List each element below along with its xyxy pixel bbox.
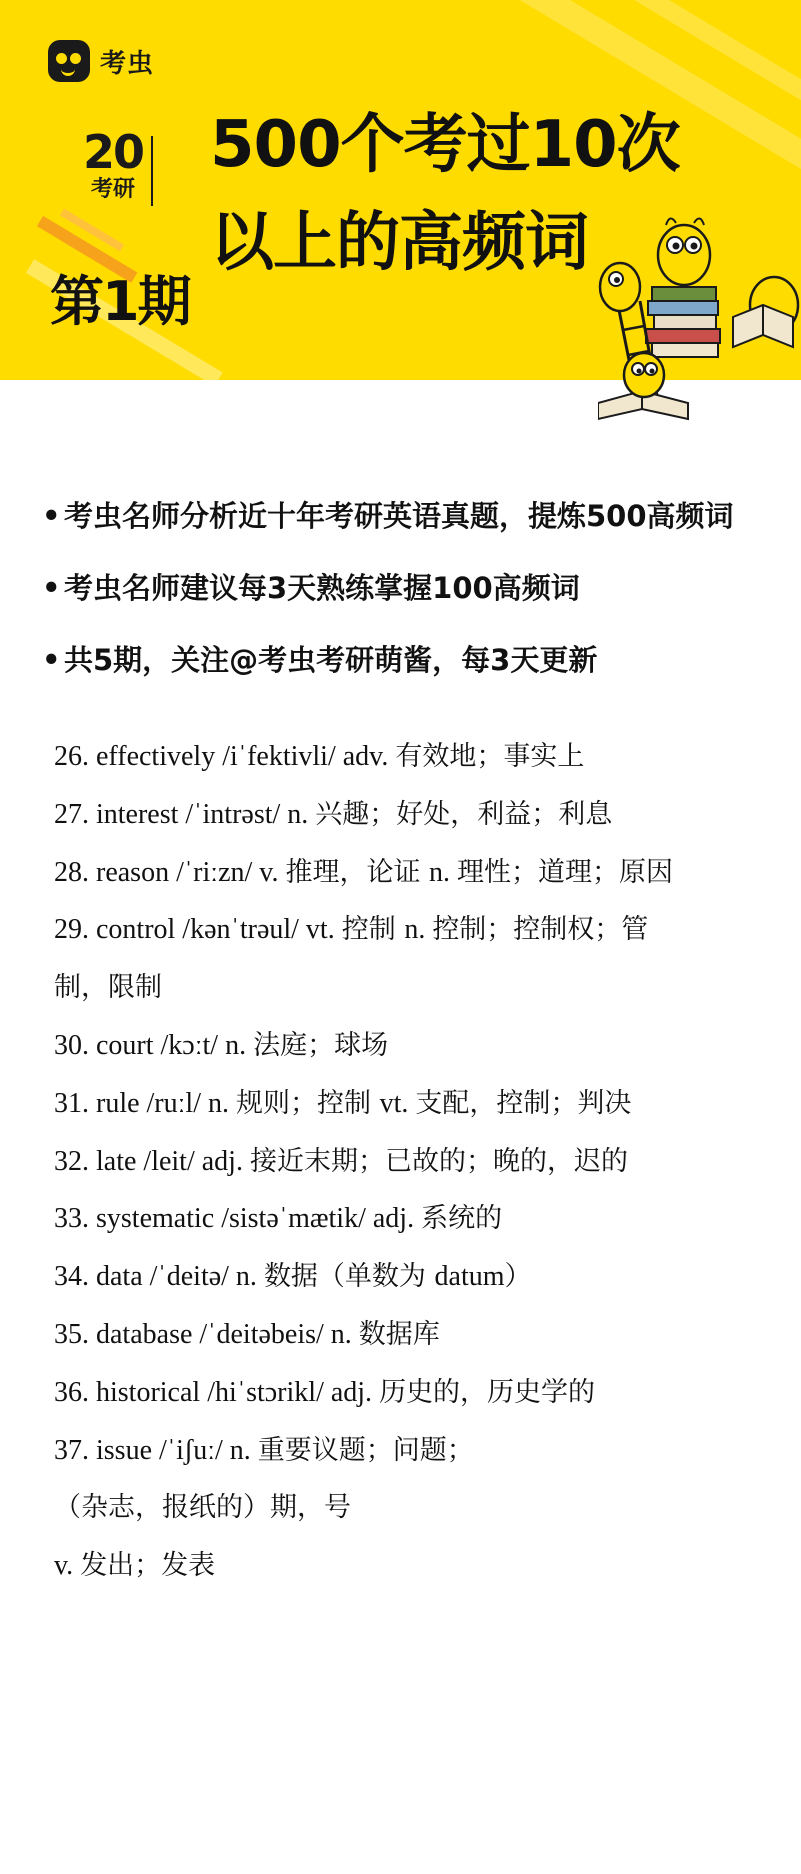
word-chinese-text: （杂志，报纸的）期，号: [54, 1492, 351, 1524]
word-entry-line: [54, 1306, 774, 1364]
word-list: [54, 728, 774, 1595]
word-english-text: vt.: [379, 1087, 416, 1119]
word-english-text: 37. issue /ˈiʃuː/ n.: [54, 1434, 258, 1466]
word-english-text: datum: [434, 1261, 505, 1293]
word-chinese-text: 兴趣；好处，利益；利息: [315, 798, 613, 830]
word-entry-line: [54, 1537, 774, 1595]
word-entry-line: [54, 1190, 774, 1248]
word-entry-line: [54, 1075, 774, 1133]
word-entry-line: [54, 844, 774, 902]
intro-bullet: • 考虫名师建议每3天熟练掌握100高频词: [42, 571, 580, 605]
word-chinese-text: 法庭；球场: [253, 1029, 389, 1061]
word-chinese-text: 系统的: [421, 1203, 503, 1235]
intro-bullet: • 考虫名师分析近十年考研英语真题，提炼500高频词: [42, 499, 734, 533]
mascot-illustration: [598, 205, 801, 430]
word-entry-line: [54, 959, 774, 1017]
word-entry-line: [54, 728, 774, 786]
word-entry-line: [54, 1364, 774, 1422]
word-english-text: v.: [54, 1550, 81, 1582]
word-entry-line: [54, 786, 774, 844]
word-chinese-text: 控制；控制权；管: [432, 914, 649, 946]
word-english-text: 33. systematic /sistəˈmætik/ adj.: [54, 1203, 422, 1235]
word-english-text: 36. historical /hiˈstɔrikl/ adj.: [54, 1376, 380, 1408]
word-chinese-text: 重要议题；问题；: [257, 1434, 474, 1466]
title-line-1: 500个考过10次: [210, 108, 680, 182]
word-entry-line: [54, 1017, 774, 1075]
word-english-text: 35. database /ˈdeitəbeis/ n.: [54, 1318, 359, 1350]
word-chinese-text: 接近末期；已故的；晚的，迟的: [249, 1145, 628, 1177]
word-english-text: 34. data /ˈdeitə/ n.: [54, 1261, 264, 1293]
word-chinese-text: 规则；控制: [235, 1087, 380, 1119]
word-entry-line: [54, 901, 774, 959]
word-entry-line: [54, 1133, 774, 1191]
word-chinese-text: 历史的，历史学的: [379, 1376, 596, 1408]
word-english-text: n.: [404, 914, 433, 946]
word-chinese-text: 支配，控制；判决: [415, 1087, 632, 1119]
word-chinese-text: 制，限制: [54, 972, 162, 1004]
badge-year: 20: [82, 125, 143, 179]
word-english-text: 29. control /kənˈtrəul/ vt.: [54, 914, 342, 946]
word-english-text: 26. effectively /iˈfektivli/ adv.: [54, 741, 396, 772]
word-chinese-text: 数据（单数为: [263, 1261, 435, 1293]
word-english-text: 31. rule /ruːl/ n.: [54, 1087, 236, 1119]
badge-divider: [151, 136, 153, 206]
word-chinese-text: 发出；发表: [80, 1550, 216, 1582]
word-entry-line: [54, 1248, 774, 1306]
brand-logo: [48, 40, 154, 82]
word-english-text: n.: [429, 856, 458, 888]
word-chinese-text: ）: [504, 1261, 532, 1293]
word-chinese-text: 有效地；事实上: [395, 741, 585, 772]
word-chinese-text: 理性；道理；原因: [457, 856, 674, 888]
word-chinese-text: 数据库: [358, 1318, 440, 1350]
word-entry-line: [54, 1422, 774, 1480]
word-english-text: 32. late /leit/ adj.: [54, 1145, 250, 1177]
year-badge: [82, 125, 144, 204]
badge-label: 考研: [90, 177, 135, 202]
issue-label: 第1期: [50, 270, 190, 333]
intro-bullets: [42, 480, 782, 696]
intro-bullet: • 共5期，关注@考虫考研萌酱，每3天更新: [42, 643, 598, 677]
word-entry-line: [54, 1479, 774, 1537]
word-chinese-text: 控制: [341, 914, 405, 946]
brand-name: 考虫: [100, 48, 155, 79]
word-chinese-text: 推理，论证: [285, 856, 430, 888]
title-line-2: 以上的高频词: [210, 206, 588, 280]
word-english-text: 28. reason /ˈriːzn/ v.: [54, 856, 286, 888]
brand-logo-icon: [48, 40, 90, 82]
word-english-text: 30. court /kɔːt/ n.: [54, 1029, 254, 1061]
word-english-text: 27. interest /ˈintrəst/ n.: [54, 798, 316, 830]
